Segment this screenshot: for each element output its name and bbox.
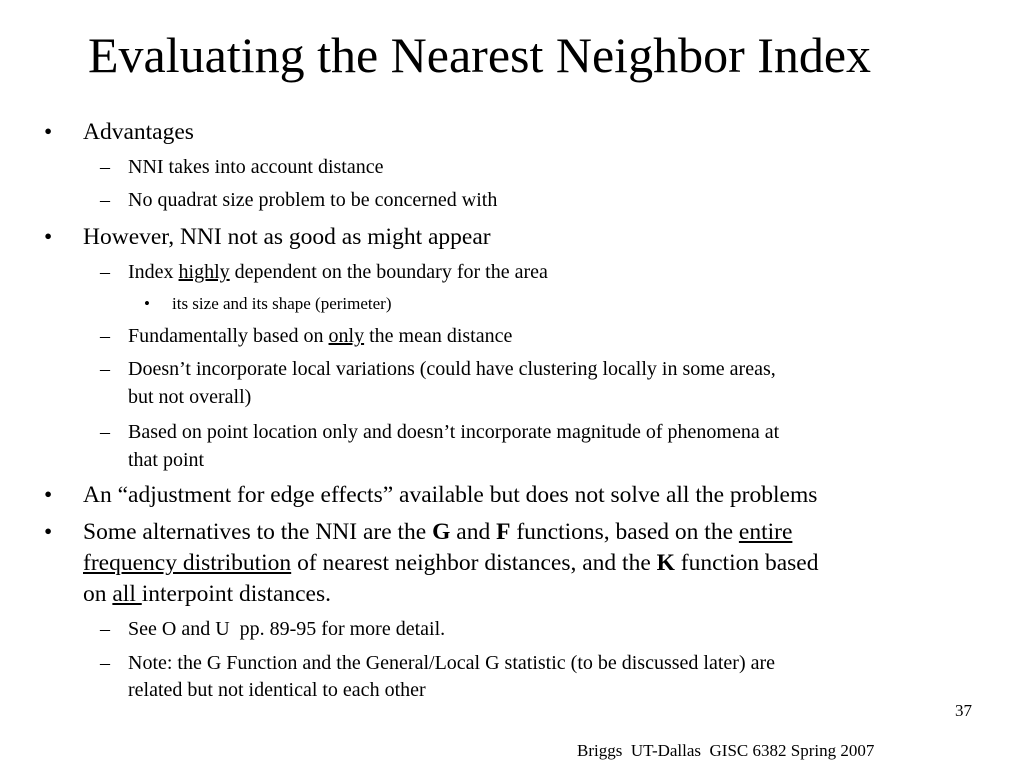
sub-bullet-note-line2: related but not identical to each other <box>128 679 426 701</box>
bullet-marker: • <box>44 119 53 145</box>
emphasis-frequency-distribution: frequency distribution <box>83 550 292 576</box>
sub-bullet-magnitude-line2: that point <box>128 449 205 471</box>
sub-sub-bullet-marker: • <box>144 294 150 313</box>
dash-marker: – <box>100 261 110 283</box>
text-segment: dependent on the boundary for the area <box>229 261 548 283</box>
bullet-alternatives-line3 <box>83 580 331 609</box>
text-segment: of nearest neighbor distances, and the <box>291 550 657 576</box>
sub-bullet-fundamentally <box>128 323 512 349</box>
bullet-alternatives-line1 <box>83 518 792 547</box>
dash-marker: – <box>100 189 110 211</box>
dash-marker: – <box>100 325 110 347</box>
bullet-edge-effects: An “adjustment for edge effects” available but does not solve all the problems <box>83 482 818 508</box>
dash-marker: – <box>100 652 110 674</box>
sub-bullet-note-line1: Note: the G Function and the General/Local G statistic (to be discussed later) are <box>128 652 776 674</box>
bullet-marker: • <box>44 482 53 508</box>
footer-credit: Briggs UT-Dallas GISC 6382 Spring 2007 <box>577 741 875 760</box>
sub-bullet-index-boundary <box>128 259 548 285</box>
emphasis-entire: entire <box>738 519 793 545</box>
bullet-marker: • <box>44 224 53 250</box>
sub-bullet-local-variations-line2: but not overall) <box>128 386 252 408</box>
sub-bullet-no-quadrat: No quadrat size problem to be concerned with <box>128 189 498 211</box>
sub-bullet-magnitude-line1: Based on point location only and doesn’t incorporate magnitude of phenomena at <box>128 421 780 443</box>
dash-marker: – <box>100 358 110 380</box>
sub-bullet-nni-distance: NNI takes into account distance <box>128 156 384 178</box>
emphasis-all: all <box>112 581 142 607</box>
bullet-marker: • <box>44 519 53 545</box>
sub-bullet-see-o-and-u: See O and U pp. 89-95 for more detail. <box>128 618 446 640</box>
emphasis-g: G <box>432 519 451 545</box>
bullet-advantages: Advantages <box>83 119 194 145</box>
text-segment: the mean distance <box>364 325 513 347</box>
text-segment: Index <box>128 261 179 283</box>
dash-marker: – <box>100 156 110 178</box>
emphasis-highly: highly <box>178 261 230 283</box>
emphasis-f: F <box>496 519 511 545</box>
emphasis-only: only <box>328 325 365 347</box>
slide-title: Evaluating the Nearest Neighbor Index <box>88 27 872 83</box>
text-segment: and <box>450 519 497 545</box>
dash-marker: – <box>100 618 110 640</box>
sub-bullet-local-variations-line1: Doesn’t incorporate local variations (could have clustering locally in some areas, <box>128 358 776 380</box>
text-segment: function based <box>674 550 819 576</box>
bullet-however: However, NNI not as good as might appear <box>83 224 491 250</box>
bullet-alternatives-line2 <box>83 549 818 578</box>
sub-sub-bullet-size-shape: its size and its shape (perimeter) <box>172 294 392 313</box>
text-segment: interpoint distances. <box>141 581 332 607</box>
text-segment: on <box>83 581 113 607</box>
dash-marker: – <box>100 421 110 443</box>
emphasis-k: K <box>656 550 675 576</box>
page-number: 37 <box>955 701 972 720</box>
text-segment: Some alternatives to the NNI are the <box>83 519 433 545</box>
text-segment: Fundamentally based on <box>128 325 329 347</box>
text-segment: functions, based on the <box>510 519 739 545</box>
